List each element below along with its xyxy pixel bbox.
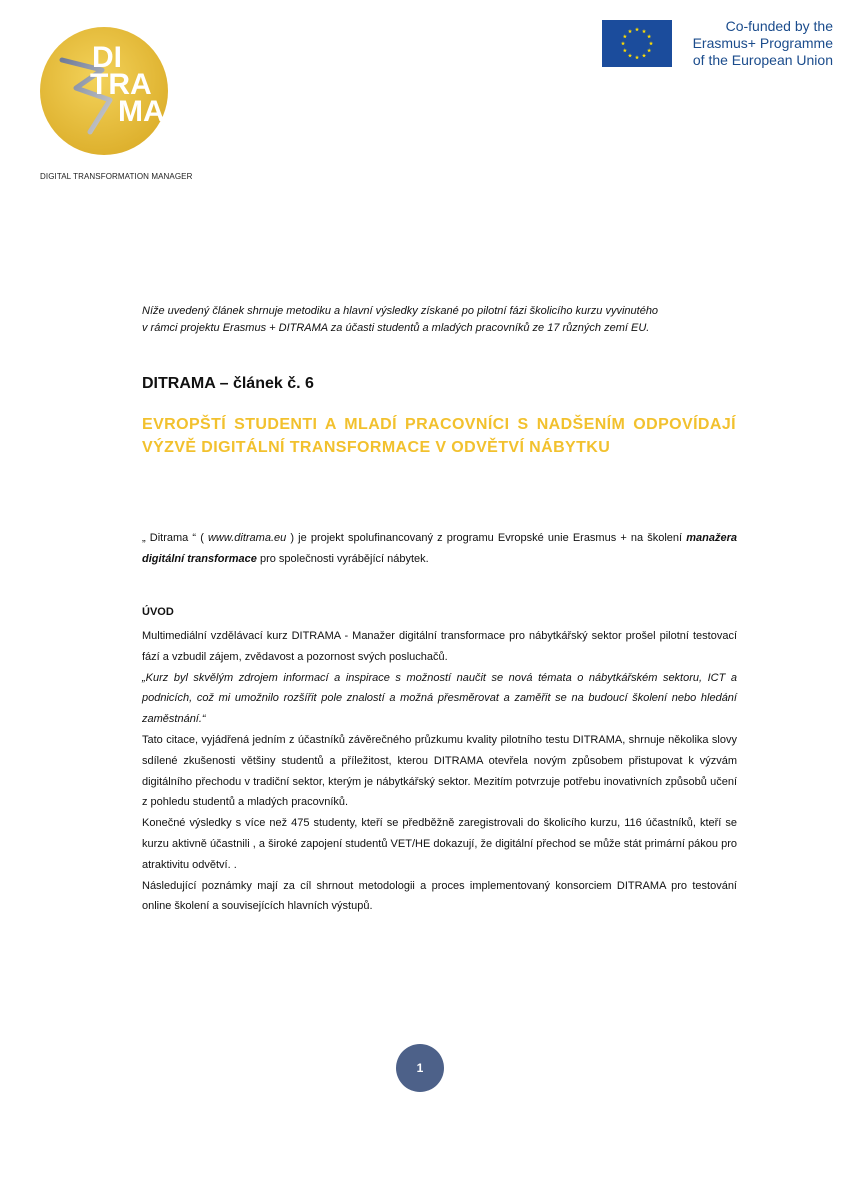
section-heading: ÚVOD — [142, 606, 174, 618]
lead-emphasis: manažera digitální transformace — [142, 532, 737, 565]
participant-quote: „Kurz byl skvělým zdrojem informací a inspirace s možností naučit se nová témata o nábytkářském sektoru, ICT a podnicích, což mi umožnilo rozšířit pole znalostí a možná přesměrovat a zaměřit se na budoucí školení nebo hledání zaměstnání.“ — [142, 671, 737, 726]
body-paragraph-2: Tato citace, vyjádřená jedním z účastníků závěrečného průzkumu kvality pilotního testu DITRAMA, shrnuje několika slovy sdílené zkušenosti většiny studentů a příležitost, kterou DITRAMA otevřela novým způsobem přistupovat k výzvám digitálního přechodu v tradiční sektor, kterým je nábytkářský sektor. Mezitím potvrzuje potřebu inovativních způsobů učení z pohledu studentů a mladých pracovníků. — [142, 733, 737, 809]
website-link[interactable]: www.ditrama.eu — [207, 532, 287, 544]
eu-cofunding-text — [683, 18, 833, 69]
intro-note — [142, 303, 742, 337]
eu-cofunding-block — [602, 18, 834, 70]
lead-part3: pro společnosti vyrábějící nábytek. — [256, 553, 429, 565]
logo-text-di: DI — [92, 41, 122, 74]
lead-paragraph — [142, 528, 737, 570]
eu-flag-icon — [602, 20, 672, 67]
ditrama-logo — [36, 22, 216, 187]
intro-line2: v rámci projektu Erasmus + DITRAMA za účasti studentů a mladých pracovníků ze 17 různých zemí EU. — [142, 322, 650, 334]
lead-part1: „ Ditrama “ ( — [142, 532, 208, 544]
logo-text-tra: TRA — [90, 68, 152, 101]
body-paragraph-1: Multimediální vzdělávací kurz DITRAMA - Manažer digitální transformace pro nábytkářský sektor prošel pilotní testovací fází a vzbudil zájem, zvědavost a pozornost svých posluchačů. — [142, 630, 737, 663]
article-label: DITRAMA – článek č. 6 — [142, 375, 314, 392]
ditrama-logo-icon — [40, 22, 168, 160]
body-paragraph-4: Následující poznámky mají za cíl shrnout metodologii a proces implementovaný konsorciem DITRAMA pro testování online školení a souvisejících hlavních výstupů. — [142, 879, 737, 913]
lead-part2: ) je projekt spolufinancovaný z programu Evropské unie Erasmus + na školení — [286, 532, 687, 544]
logo-tagline: DIGITAL TRANSFORMATION MANAGER — [40, 172, 193, 181]
eu-text-line2: Erasmus+ Programme — [692, 35, 833, 51]
page-number-badge: 1 — [396, 1044, 444, 1092]
body-paragraph-3: Konečné výsledky s více než 475 studenty, kteří se předběžně zaregistrovali do školicího kurzu, 116 účastníků, kteří se kurzu aktivně účastnili , a široké zapojení studentů VET/HE dokazují, že digitální přechod se může stát primární pákou pro atraktivitu odvětví. . — [142, 817, 737, 871]
section-body — [142, 626, 737, 917]
intro-line1: Níže uvedený článek shrnuje metodiku a hlavní výsledky získané po pilotní fázi školicího kurzu vyvinutého — [142, 305, 659, 317]
eu-text-line1: Co-funded by the — [725, 18, 833, 34]
article-title: EVROPŠTÍ STUDENTI A MLADÍ PRACOVNÍCI S NADŠENÍM ODPOVÍDAJÍ VÝZVĚ DIGITÁLNÍ TRANSFORMACE V ODVĚTVÍ NÁBYTKU — [142, 416, 736, 456]
eu-text-line3: of the European Union — [692, 52, 833, 68]
logo-text-ma: MA — [118, 95, 165, 128]
